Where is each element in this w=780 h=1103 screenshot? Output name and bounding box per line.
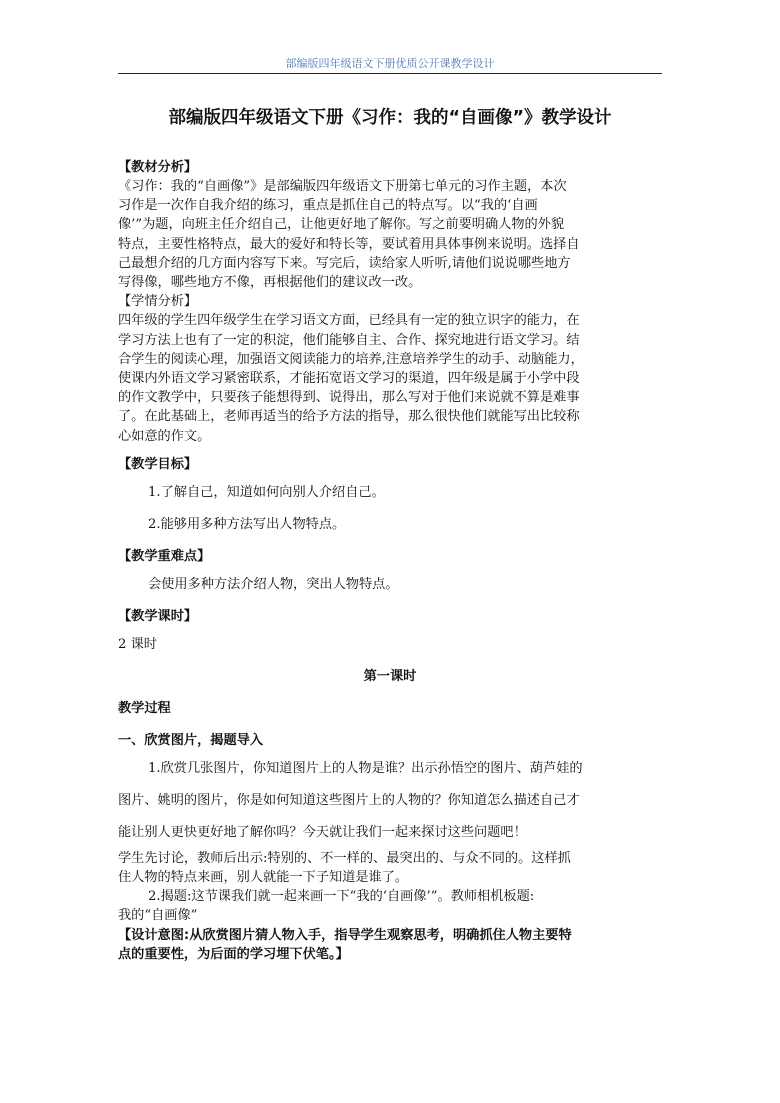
text-line: 我的“自画像” xyxy=(118,908,198,924)
text-line: 【设计意图:从欣赏图片猜人物入手，指导学生观察思考，明确抓住人物主要特 xyxy=(118,927,572,943)
step1-heading: 一、欣赏图片，揭题导入 xyxy=(118,732,264,748)
text-line: 的作文教学中，只要孩子能想得到、说得出，那么写对于他们来说就不算是难事 xyxy=(118,390,580,406)
text-line: 习作是一次作自我介绍的练习，重点是抓住自己的特点写。以“我的‘自画 xyxy=(118,198,538,214)
text-line: 四年级的学生四年级学生在学习语文方面，已经具有一定的独立识字的能力，在 xyxy=(118,313,580,329)
key-points-heading: 【教学重难点】 xyxy=(118,548,211,564)
material-analysis-heading: 【教材分析】 xyxy=(118,160,198,175)
text-line: 合学生的阅读心理，加强语文阅读能力的培养,注意培养学生的动手、动脑能力， xyxy=(118,351,584,367)
text-line: 写得像，哪些地方不像，再根据他们的建议改一改。 xyxy=(118,275,422,291)
text-line: 2.揭题:这节课我们就一起来画一下“我的‘自画像’”。教师相机板题: xyxy=(148,889,535,905)
discussion-paragraph xyxy=(118,849,662,887)
objective-item: 1.了解自己，知道如何向别人介绍自己。 xyxy=(148,484,385,500)
text-line: 学习方法上也有了一定的积淀，他们能够自主、合作、探究地进行语文学习。结 xyxy=(118,332,580,348)
document-title: 部编版四年级语文下册《习作：我的“自画像”》教学设计 xyxy=(168,108,612,128)
process-heading: 教学过程 xyxy=(118,700,171,716)
text-line: 心如意的作文。 xyxy=(118,428,211,444)
material-analysis-text xyxy=(118,177,662,292)
class-hours-text: 2 课时 xyxy=(118,636,157,652)
text-line: 特点，主要性格特点，最大的爱好和特长等，要试着用具体事例来说明。选择自 xyxy=(118,236,580,252)
text-line: 图片、姚明的图片，你是如何知道这些图片上的人物的？你知道怎么描述自己才 xyxy=(118,792,580,808)
objectives-heading: 【教学目标】 xyxy=(118,456,198,472)
text-line: 1.欣赏几张图片，你知道图片上的人物是谁？出示孙悟空的图片、葫芦娃的 xyxy=(148,760,583,776)
student-analysis-text xyxy=(118,311,662,445)
key-points-text: 会使用多种方法介绍人物，突出人物特点。 xyxy=(148,576,399,592)
class-hours-heading: 【教学课时】 xyxy=(118,608,198,624)
text-line: 《习作：我的“自画像”》是部编版四年级语文下册第七单元的习作主题，本次 xyxy=(118,179,567,194)
text-line: 能让别人更快更好地了解你吗？今天就让我们一起来探讨这些问题吧！ xyxy=(118,824,527,840)
running-header: 部编版四年级语文下册优质公开课教学设计 xyxy=(285,57,495,70)
text-line: 学生先讨论，教师后出示:特别的、不一样的、最突出的、与众不同的。这样抓 xyxy=(118,850,571,866)
text-line: 了。在此基础上，老师再适当的给予方法的指导，那么很快他们就能写出比较称 xyxy=(118,409,580,425)
text-line: 像’”为题，向班主任介绍自己，让他更好地了解你。写之前要明确人物的外貌 xyxy=(118,217,565,233)
text-line: 己最想介绍的几方面内容写下来。写完后，读给家人听听,请他们说说哪些地方 xyxy=(118,255,571,271)
student-analysis-heading: 【学情分析】 xyxy=(118,294,198,310)
text-line: 住人物的特点来画，别人就能一下子知道是谁了。 xyxy=(118,870,409,886)
document-body xyxy=(118,158,662,965)
objective-item: 2.能够用多种方法写出人物特点。 xyxy=(148,516,346,532)
header-divider xyxy=(118,73,662,74)
text-line: 点的重要性，为后面的学习埋下伏笔。】 xyxy=(118,947,349,963)
reveal-paragraph xyxy=(118,887,662,925)
step1-paragraph xyxy=(118,753,662,849)
design-intent xyxy=(118,926,662,965)
text-line: 使课内外语文学习紧密联系，才能拓宽语文学习的渠道，四年级是属于小学中段 xyxy=(118,371,580,387)
lesson-title: 第一课时 xyxy=(363,668,417,684)
